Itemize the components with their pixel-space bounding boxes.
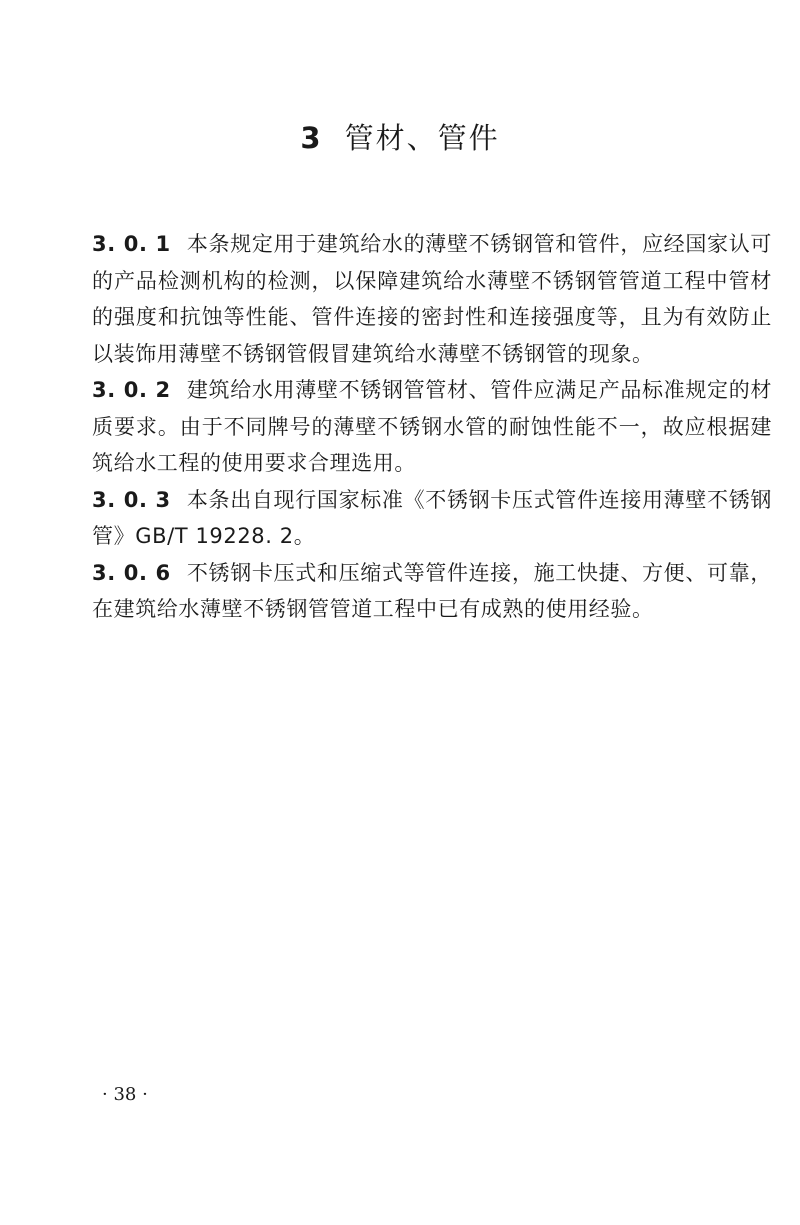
clause-text: 不锈钢卡压式和压缩式等管件连接，施工快捷、方便、可靠，在建筑给水薄壁不锈钢管管道工程中已有成熟的使用经验。	[92, 560, 772, 621]
chapter-title-text: 管材、管件	[344, 121, 500, 155]
chapter-title	[0, 116, 800, 157]
chapter-number: 3	[300, 121, 323, 155]
page-number: · 38 ·	[102, 1084, 148, 1105]
clause-3-0-2	[92, 372, 772, 482]
clause-number: 3. 0. 2	[92, 378, 171, 402]
clause-number: 3. 0. 1	[92, 232, 171, 256]
clause-text: 本条出自现行国家标准《不锈钢卡压式管件连接用薄壁不锈钢管》GB/T 19228. 2。	[92, 487, 772, 548]
clause-text: 本条规定用于建筑给水的薄壁不锈钢管和管件，应经国家认可的产品检测机构的检测，以保障建筑给水薄壁不锈钢管管道工程中管材的强度和抗蚀等性能、管件连接的密封性和连接强度等，且为有效防止以装饰用薄壁不锈钢管假冒建筑给水薄壁不锈钢管的现象。	[92, 232, 772, 366]
clause-3-0-3	[92, 482, 772, 555]
clause-number: 3. 0. 3	[92, 487, 171, 512]
clause-list	[92, 226, 772, 628]
clause-number: 3. 0. 6	[92, 560, 171, 585]
clause-3-0-6	[92, 555, 772, 628]
clause-text: 建筑给水用薄壁不锈钢管管材、管件应满足产品标准规定的材质要求。由于不同牌号的薄壁不锈钢水管的耐蚀性能不一，故应根据建筑给水工程的使用要求合理选用。	[92, 378, 772, 475]
clause-3-0-1	[92, 226, 772, 372]
